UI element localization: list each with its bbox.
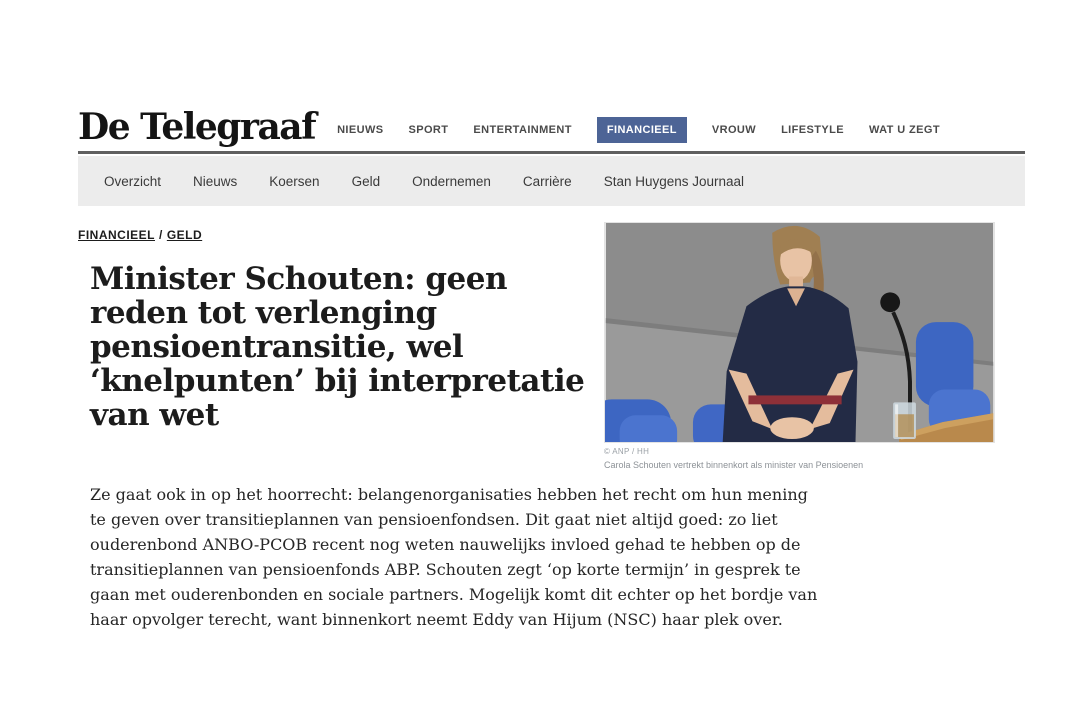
breadcrumb-financieel[interactable]: FINANCIEEL (78, 228, 155, 242)
headline-line-1: Minister Schouten: geen (90, 261, 508, 297)
subnav-item-nieuws[interactable]: Nieuws (193, 173, 238, 189)
site-masthead (78, 104, 1025, 150)
telegraaf-logo[interactable]: De Telegraaf (78, 106, 316, 148)
subnav-item-ondernemen[interactable]: Ondernemen (412, 173, 491, 189)
article-content (78, 222, 1025, 632)
headline-line-4: ‘knelpunten’ bij interpretatie (90, 363, 585, 399)
header-divider (78, 151, 1025, 154)
photo-caption: Carola Schouten vertrekt binnenkort als minister van Pensioenen (604, 460, 864, 470)
nav-item-wat-u-zegt[interactable]: WAT U ZEGT (868, 124, 940, 136)
article-body: Ze gaat ook in op het hoorrecht: belangenorganisaties hebben het recht om hun mening te geven over transitieplannen van pensioenfondsen. Dit gaat niet altijd goed: zo liet ouderenbond ANBO-PCOB recent nog weten nauwelijks invloed gehad te hebben op de transitieplannen van pensioenfonds ABP. Schouten zegt ‘op korte termijn’ in gesprek te gaan met ouderenbonden en sociale partners. Mogelijk komt dit echter op het bordje van haar opvolger terecht, want binnenkort neemt Eddy van Hijum (NSC) haar plek over. (90, 485, 818, 629)
article-lead-photo (604, 222, 995, 470)
article-headline (90, 262, 610, 432)
primary-nav (337, 117, 940, 143)
breadcrumb-separator: / (159, 228, 163, 242)
subnav-item-koersen[interactable]: Koersen (269, 173, 320, 189)
nav-item-financieel-active[interactable]: FINANCIEEL (597, 117, 687, 143)
nav-item-vrouw[interactable]: VROUW (711, 124, 757, 136)
breadcrumb-geld[interactable]: GELD (166, 228, 203, 242)
photo-credit: © ANP / HH (604, 447, 650, 456)
subnav-item-carriere[interactable]: Carrière (522, 173, 572, 189)
nav-item-entertainment[interactable]: ENTERTAINMENT (473, 124, 572, 136)
nav-item-sport[interactable]: SPORT (408, 124, 449, 136)
financieel-subnav (78, 156, 1025, 206)
headline-line-5: van wet (90, 397, 219, 433)
nav-item-nieuws[interactable]: NIEUWS (337, 124, 384, 136)
headline-line-2: reden tot verlenging (90, 295, 437, 331)
nav-item-lifestyle[interactable]: LIFESTYLE (781, 124, 844, 136)
headline-line-3: pensioentransitie, wel (90, 329, 464, 365)
subnav-item-overzicht[interactable]: Overzicht (104, 173, 162, 189)
photo-minister-schouten (604, 222, 995, 443)
subnav-item-stan-huygens-journaal[interactable]: Stan Huygens Journaal (603, 173, 745, 189)
subnav-item-geld[interactable]: Geld (351, 173, 381, 189)
